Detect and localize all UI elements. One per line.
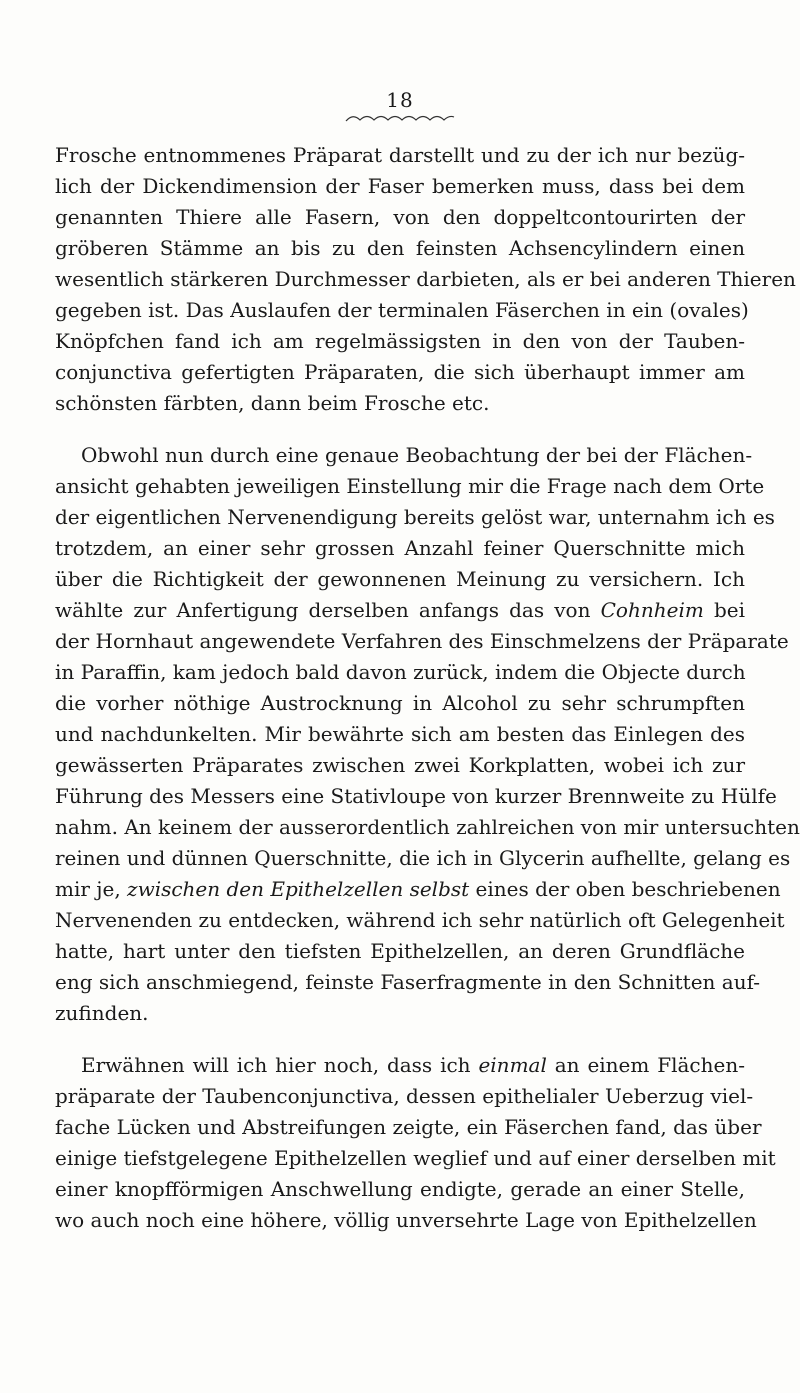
text-line: der eigentlichen Nervenendigung bereits gelöst war, unternahm ich es: [55, 505, 775, 529]
text-line: genannten Thiere alle Fasern, von den doppeltcontourirten der: [55, 205, 745, 229]
paragraph-gap: [55, 419, 745, 440]
page-number: 18: [386, 88, 414, 112]
ornament-rule-icon: [344, 112, 456, 124]
text-line: Führung des Messers eine Stativloupe von kurzer Brennweite zu Hülfe: [55, 784, 777, 808]
italic-text: Cohnheim: [600, 598, 704, 622]
text-line: gegeben ist. Das Auslaufen der terminalen Fäserchen in ein (ovales): [55, 298, 749, 322]
text-line: wesentlich stärkeren Durchmesser darbieten, als er bei anderen Thieren: [55, 267, 796, 291]
text-line: in Paraffin, kam jedoch bald davon zurück, indem die Objecte durch: [55, 660, 746, 684]
text-line: trotzdem, an einer sehr grossen Anzahl feiner Querschnitte mich: [55, 536, 745, 560]
text-line: ansicht gehabten jeweiligen Einstellung mir die Frage nach dem Orte: [55, 474, 765, 498]
text-line: einer knopfförmigen Anschwellung endigte, gerade an einer Stelle,: [55, 1177, 745, 1201]
italic-text: einmal: [478, 1053, 547, 1077]
text-line: eng sich anschmiegend, feinste Faserfragmente in den Schnitten auf-: [55, 970, 761, 994]
text-line: der Hornhaut angewendete Verfahren des Einschmelzens der Präparate: [55, 629, 789, 653]
text-line: Knöpfchen fand ich am regelmässigsten in den von der Tauben-: [55, 329, 745, 353]
text-line: hatte, hart unter den tiefsten Epithelzellen, an deren Grundfläche: [55, 939, 745, 963]
text-line: fache Lücken und Abstreifungen zeigte, ein Fäserchen fand, das über: [55, 1115, 762, 1139]
paragraph: [55, 1050, 776, 1236]
text-line: reinen und dünnen Querschnitte, die ich in Glycerin aufhellte, gelang es: [55, 846, 791, 870]
text-line: mir je, zwischen den Epithelzellen selbst eines der oben beschriebenen: [55, 877, 781, 901]
text-line: Erwähnen will ich hier noch, dass ich einmal an einem Flächen-: [81, 1053, 745, 1077]
text-line: die vorher nöthige Austrocknung in Alcohol zu sehr schrumpften: [55, 691, 745, 715]
text-line: gewässerten Präparates zwischen zwei Korkplatten, wobei ich zur: [55, 753, 745, 777]
text-line: zufinden.: [55, 1001, 149, 1025]
text-line: conjunctiva gefertigten Präparaten, die sich überhaupt immer am: [55, 360, 745, 384]
paragraph: [55, 140, 796, 419]
text-line: und nachdunkelten. Mir bewährte sich am besten das Einlegen des: [55, 722, 745, 746]
text-line: schönsten färbten, dann beim Frosche etc.: [55, 391, 490, 415]
text-line: lich der Dickendimension der Faser bemerken muss, dass bei dem: [55, 174, 745, 198]
text-line: über die Richtigkeit der gewonnenen Meinung zu versichern. Ich: [55, 567, 745, 591]
text-line: Frosche entnommenes Präparat darstellt und zu der ich nur bezüg-: [55, 143, 745, 167]
body-text: [55, 140, 800, 1236]
text-line: einige tiefstgelegene Epithelzellen weglief und auf einer derselben mit: [55, 1146, 776, 1170]
text-line: wo auch noch eine höhere, völlig unversehrte Lage von Epithelzellen: [55, 1208, 757, 1232]
text-line: Obwohl nun durch eine genaue Beobachtung der bei der Flächen-: [81, 443, 753, 467]
paragraph-gap: [55, 1029, 745, 1050]
text-line: gröberen Stämme an bis zu den feinsten Achsencylindern einen: [55, 236, 745, 260]
paragraph: [55, 440, 800, 1029]
text-line: Nervenenden zu entdecken, während ich sehr natürlich oft Gelegenheit: [55, 908, 785, 932]
text-line: präparate der Taubenconjunctiva, dessen epithelialer Ueberzug viel-: [55, 1084, 754, 1108]
text-line: nahm. An keinem der ausserordentlich zahlreichen von mir untersuchten: [55, 815, 800, 839]
text-line: wählte zur Anfertigung derselben anfangs das von Cohnheim bei: [55, 598, 745, 622]
italic-text: zwischen den Epithelzellen selbst: [127, 877, 470, 901]
